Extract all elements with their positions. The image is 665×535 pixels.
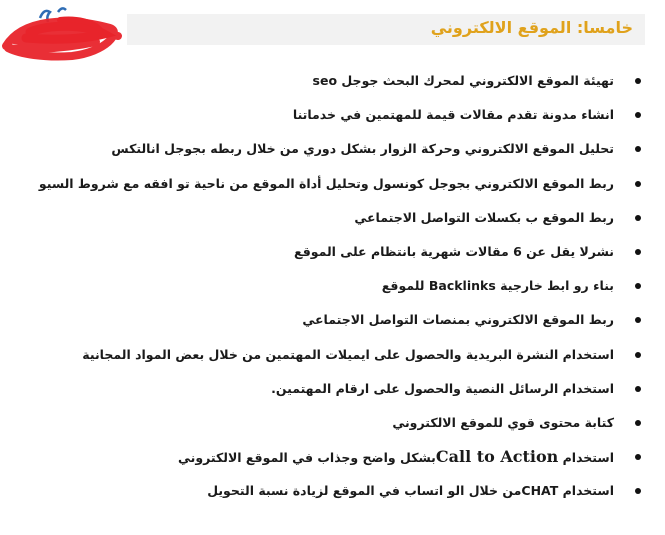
list-item-call-to-action: استخدام Call to Actionبشكل واضح وجذاب في الموقع الالكتروني — [41, 440, 641, 474]
bullet-icon — [635, 352, 641, 358]
bullet-icon — [635, 112, 641, 118]
list-item-chat: استخدام CHATمن خلال الو اتساب في الموقع لزيادة نسبة التحويل — [41, 474, 641, 508]
list-item: استخدام النشرة البريدية والحصول على ايميلات المهتمين من خلال بعض المواد المجانية — [41, 338, 641, 372]
list-item: استخدام الرسائل النصية والحصول على ارقام المهتمين. — [41, 372, 641, 406]
list-item: ربط الموقع ب بكسلات التواصل الاجتماعي — [41, 201, 641, 235]
list-item: ربط الموقع الالكتروني بمنصات التواصل الاجتماعي — [41, 303, 641, 337]
bullet-icon — [635, 317, 641, 323]
list-item: نشرلا يقل عن 6 مقالات شهرية بانتظام على الموقع — [41, 235, 641, 269]
list-item: تهيئة الموقع الالكتروني لمحرك البحث جوجل seo — [41, 64, 641, 98]
list-item: انشاء مدونة تقدم مقالات قيمة للمهتمين في خدماتنا — [41, 98, 641, 132]
list-item: كتابة محتوى قوي للموقع الالكتروني — [41, 406, 641, 440]
bullet-icon — [635, 78, 641, 84]
bullet-icon — [635, 146, 641, 152]
redacted-logo-scribble — [0, 0, 130, 70]
list-item: بناء رو ابط خارجية Backlinks للموقع — [41, 269, 641, 303]
section-title: خامسا: الموقع الالكتروني — [430, 18, 633, 37]
bullet-icon — [635, 454, 641, 460]
list-item: تحليل الموقع الالكتروني وحركة الزوار بشكل دوري من خلال ربطه بجوجل انالتكس — [41, 132, 641, 166]
bullet-icon — [635, 283, 641, 289]
bullet-icon — [635, 386, 641, 392]
bullet-icon — [635, 181, 641, 187]
logo-fragment — [58, 8, 66, 12]
list-item: ربط الموقع الالكتروني بجوجل كونسول وتحليل أداة الموقع من ناحية تو افقه مع شروط السيو — [41, 167, 641, 201]
bullet-list — [38, 64, 641, 508]
bullet-icon — [635, 420, 641, 426]
bullet-icon — [635, 249, 641, 255]
bullet-icon — [635, 488, 641, 494]
section-header — [127, 14, 645, 45]
bullet-icon — [635, 215, 641, 221]
